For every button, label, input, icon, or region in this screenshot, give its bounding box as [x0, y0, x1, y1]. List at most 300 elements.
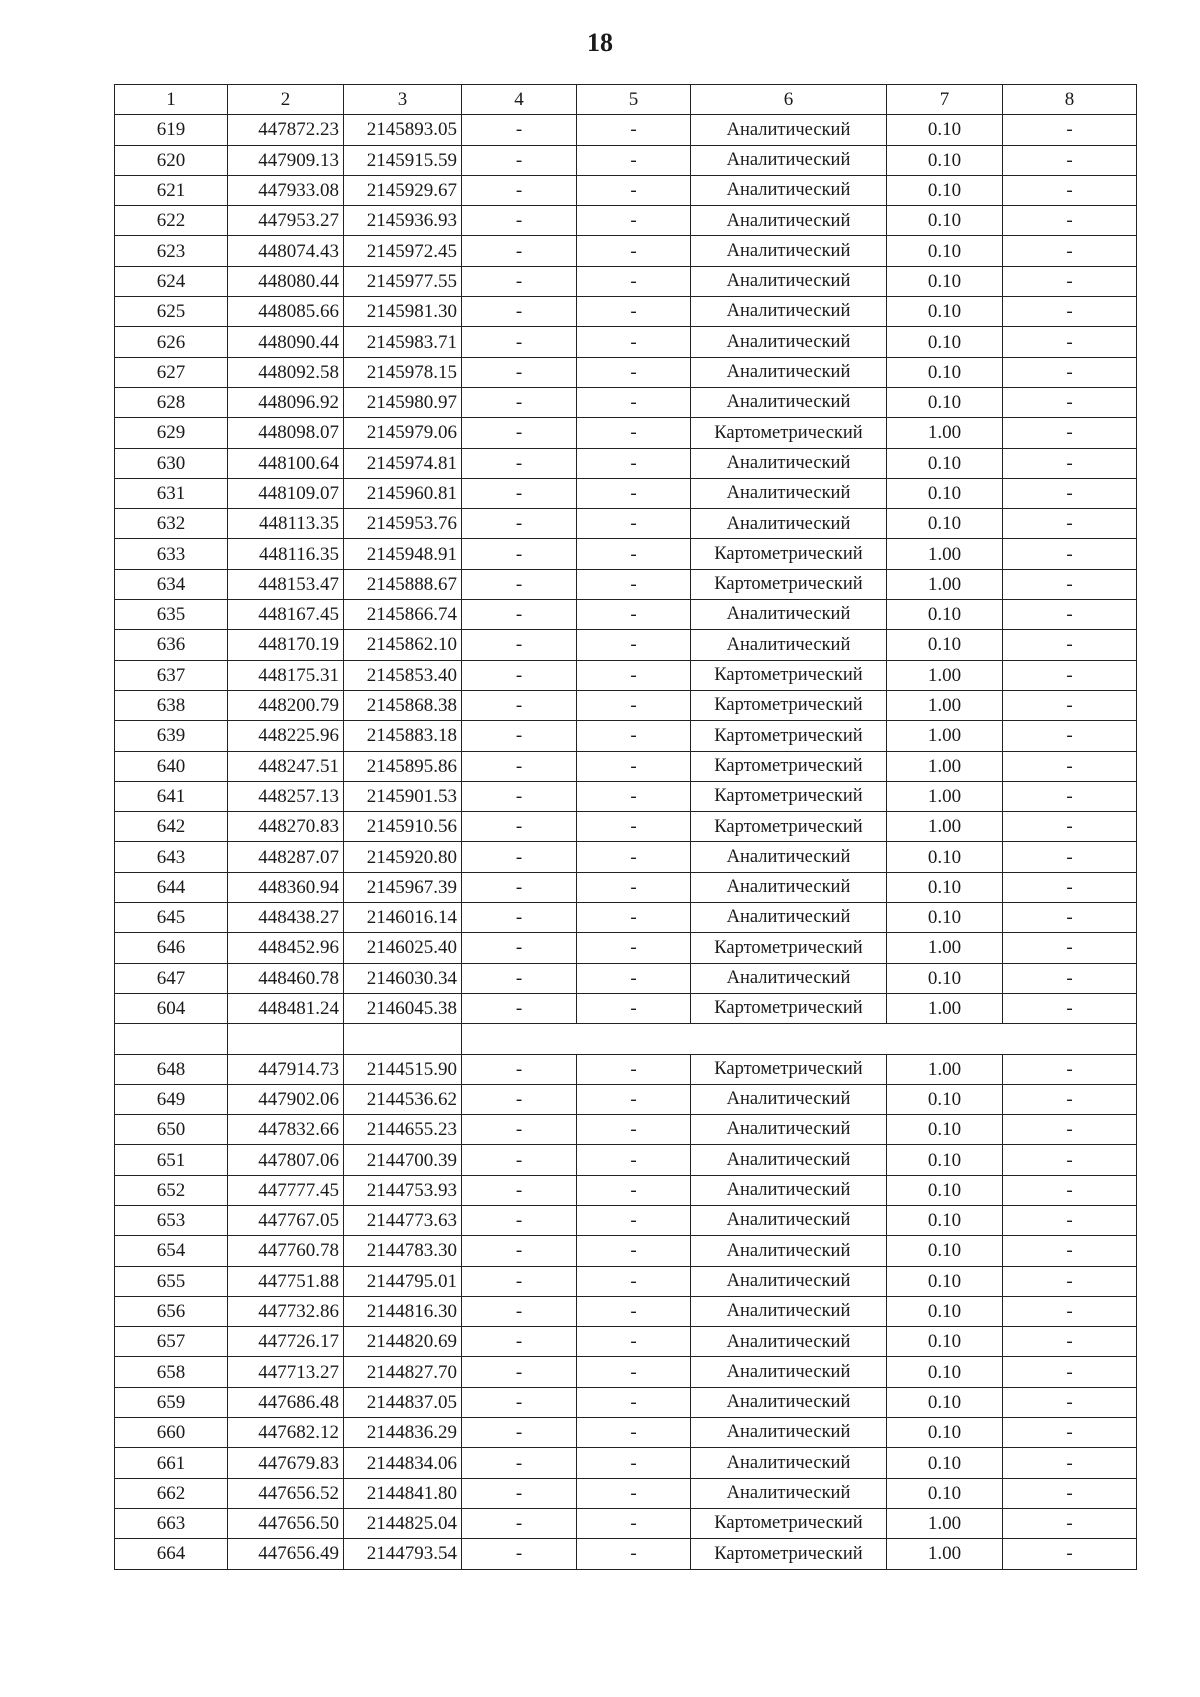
y-coordinate-cell: 2144834.06: [344, 1448, 462, 1478]
x-coordinate-cell: 448090.44: [228, 327, 344, 357]
col-8-cell: -: [1003, 266, 1137, 296]
x-coordinate-cell: 447872.23: [228, 115, 344, 145]
method-cell: Картометрический: [691, 539, 887, 569]
col-5-cell: -: [577, 175, 691, 205]
col-4-cell: [462, 1024, 577, 1054]
point-number-cell: 648: [115, 1054, 228, 1084]
point-number-cell: 642: [115, 812, 228, 842]
point-number-cell: 649: [115, 1084, 228, 1114]
col-4-cell: -: [462, 236, 577, 266]
y-coordinate-cell: 2146025.40: [344, 933, 462, 963]
accuracy-cell: 1.00: [887, 1508, 1003, 1538]
col-8-cell: -: [1003, 872, 1137, 902]
method-cell: Аналитический: [691, 1478, 887, 1508]
col-5-cell: -: [577, 1387, 691, 1417]
accuracy-cell: 0.10: [887, 175, 1003, 205]
col-8-cell: -: [1003, 630, 1137, 660]
table-row: [115, 539, 1137, 569]
col-5-cell: -: [577, 751, 691, 781]
col-4-cell: -: [462, 448, 577, 478]
col-5-cell: -: [577, 1084, 691, 1114]
method-cell: Картометрический: [691, 1054, 887, 1084]
method-cell: Аналитический: [691, 387, 887, 417]
method-cell: Картометрический: [691, 993, 887, 1023]
y-coordinate-cell: 2145883.18: [344, 721, 462, 751]
y-coordinate-cell: 2145853.40: [344, 660, 462, 690]
col-5-cell: -: [577, 1296, 691, 1326]
col-4-cell: -: [462, 751, 577, 781]
col-8-cell: -: [1003, 1115, 1137, 1145]
table-row: [115, 933, 1137, 963]
accuracy-cell: 0.10: [887, 1145, 1003, 1175]
y-coordinate-cell: 2145953.76: [344, 509, 462, 539]
y-coordinate-cell: 2144816.30: [344, 1296, 462, 1326]
accuracy-cell: 0.10: [887, 387, 1003, 417]
y-coordinate-cell: 2144836.29: [344, 1418, 462, 1448]
accuracy-cell: 1.00: [887, 690, 1003, 720]
accuracy-cell: 1.00: [887, 660, 1003, 690]
col-5-cell: -: [577, 903, 691, 933]
col-5-cell: -: [577, 1418, 691, 1448]
point-number-cell: 657: [115, 1327, 228, 1357]
accuracy-cell: 0.10: [887, 297, 1003, 327]
x-coordinate-cell: 447807.06: [228, 1145, 344, 1175]
x-coordinate-cell: 448460.78: [228, 963, 344, 993]
col-4-cell: -: [462, 993, 577, 1023]
method-cell: Аналитический: [691, 327, 887, 357]
y-coordinate-cell: 2145910.56: [344, 812, 462, 842]
accuracy-cell: 0.10: [887, 327, 1003, 357]
table-row: [115, 751, 1137, 781]
y-coordinate-cell: 2144820.69: [344, 1327, 462, 1357]
col-8-cell: -: [1003, 357, 1137, 387]
table-row: [115, 1508, 1137, 1538]
method-cell: Картометрический: [691, 418, 887, 448]
accuracy-cell: 0.10: [887, 266, 1003, 296]
point-number-cell: 625: [115, 297, 228, 327]
x-coordinate-cell: 448200.79: [228, 690, 344, 720]
col-8-cell: -: [1003, 1539, 1137, 1569]
col-4-cell: -: [462, 1145, 577, 1175]
column-header-2: 2: [228, 85, 344, 115]
x-coordinate-cell: 447751.88: [228, 1266, 344, 1296]
y-coordinate-cell: 2145895.86: [344, 751, 462, 781]
col-8-cell: -: [1003, 327, 1137, 357]
x-coordinate-cell: 447656.50: [228, 1508, 344, 1538]
y-coordinate-cell: 2145948.91: [344, 539, 462, 569]
col-5-cell: -: [577, 115, 691, 145]
col-4-cell: -: [462, 387, 577, 417]
table-row: [115, 236, 1137, 266]
method-cell: Аналитический: [691, 115, 887, 145]
col-8-cell: -: [1003, 509, 1137, 539]
col-4-cell: -: [462, 903, 577, 933]
col-5-cell: -: [577, 660, 691, 690]
y-coordinate-cell: 2144841.80: [344, 1478, 462, 1508]
x-coordinate-cell: 447726.17: [228, 1327, 344, 1357]
x-coordinate-cell: 448257.13: [228, 781, 344, 811]
col-5-cell: -: [577, 781, 691, 811]
col-8-cell: -: [1003, 1236, 1137, 1266]
point-number-cell: 621: [115, 175, 228, 205]
col-4-cell: -: [462, 1448, 577, 1478]
col-8-cell: -: [1003, 478, 1137, 508]
col-8-cell: -: [1003, 690, 1137, 720]
col-4-cell: -: [462, 933, 577, 963]
col-4-cell: -: [462, 1478, 577, 1508]
point-number-cell: 661: [115, 1448, 228, 1478]
y-coordinate-cell: 2145920.80: [344, 842, 462, 872]
table-row: [115, 1205, 1137, 1235]
col-4-cell: -: [462, 1054, 577, 1084]
method-cell: Аналитический: [691, 1205, 887, 1235]
col-8-cell: -: [1003, 206, 1137, 236]
col-8-cell: -: [1003, 933, 1137, 963]
y-coordinate-cell: 2146045.38: [344, 993, 462, 1023]
col-5-cell: -: [577, 1539, 691, 1569]
method-cell: Картометрический: [691, 690, 887, 720]
method-cell: Аналитический: [691, 1357, 887, 1387]
x-coordinate-cell: 448225.96: [228, 721, 344, 751]
method-cell: Аналитический: [691, 872, 887, 902]
accuracy-cell: 0.10: [887, 1327, 1003, 1357]
col-8-cell: -: [1003, 297, 1137, 327]
method-cell: Аналитический: [691, 903, 887, 933]
col-4-cell: -: [462, 1327, 577, 1357]
accuracy-cell: 0.10: [887, 1266, 1003, 1296]
y-coordinate-cell: 2146016.14: [344, 903, 462, 933]
col-5-cell: -: [577, 418, 691, 448]
x-coordinate-cell: 447832.66: [228, 1115, 344, 1145]
point-number-cell: 623: [115, 236, 228, 266]
accuracy-cell: 1.00: [887, 933, 1003, 963]
accuracy-cell: 0.10: [887, 1115, 1003, 1145]
x-coordinate-cell: 448438.27: [228, 903, 344, 933]
table-row: [115, 1236, 1137, 1266]
table-row: [115, 418, 1137, 448]
method-cell: Аналитический: [691, 236, 887, 266]
accuracy-cell: 0.10: [887, 1236, 1003, 1266]
accuracy-cell: 0.10: [887, 963, 1003, 993]
table-row: [115, 1418, 1137, 1448]
col-5-cell: -: [577, 327, 691, 357]
col-8-cell: [1003, 1024, 1137, 1054]
col-8-cell: -: [1003, 448, 1137, 478]
col-8-cell: -: [1003, 1054, 1137, 1084]
table-body: [115, 115, 1137, 1569]
accuracy-cell: 1.00: [887, 812, 1003, 842]
method-cell: Картометрический: [691, 721, 887, 751]
col-4-cell: -: [462, 1115, 577, 1145]
table-row: [115, 1327, 1137, 1357]
col-4-cell: -: [462, 1205, 577, 1235]
point-number-cell: 634: [115, 569, 228, 599]
y-coordinate-cell: 2145972.45: [344, 236, 462, 266]
point-number-cell: 647: [115, 963, 228, 993]
point-number-cell: 654: [115, 1236, 228, 1266]
column-header-7: 7: [887, 85, 1003, 115]
y-coordinate-cell: 2144773.63: [344, 1205, 462, 1235]
table-row: [115, 781, 1137, 811]
table-row: [115, 1266, 1137, 1296]
table-row: [115, 266, 1137, 296]
y-coordinate-cell: 2145960.81: [344, 478, 462, 508]
table-row: [115, 1054, 1137, 1084]
col-4-cell: -: [462, 1539, 577, 1569]
col-4-cell: -: [462, 812, 577, 842]
method-cell: Картометрический: [691, 1508, 887, 1538]
point-number-cell: 626: [115, 327, 228, 357]
col-8-cell: -: [1003, 1478, 1137, 1508]
x-coordinate-cell: 448170.19: [228, 630, 344, 660]
method-cell: Аналитический: [691, 266, 887, 296]
y-coordinate-cell: 2145929.67: [344, 175, 462, 205]
x-coordinate-cell: 448092.58: [228, 357, 344, 387]
table-row: [115, 721, 1137, 751]
method-cell: Аналитический: [691, 1266, 887, 1296]
col-4-cell: -: [462, 115, 577, 145]
accuracy-cell: 0.10: [887, 448, 1003, 478]
table-row: [115, 357, 1137, 387]
point-number-cell: 627: [115, 357, 228, 387]
x-coordinate-cell: 447760.78: [228, 1236, 344, 1266]
x-coordinate-cell: 447933.08: [228, 175, 344, 205]
col-5-cell: -: [577, 842, 691, 872]
col-4-cell: -: [462, 1387, 577, 1417]
accuracy-cell: 0.10: [887, 1357, 1003, 1387]
x-coordinate-cell: 448109.07: [228, 478, 344, 508]
table-row: [115, 569, 1137, 599]
x-coordinate-cell: 448167.45: [228, 600, 344, 630]
col-5-cell: -: [577, 1357, 691, 1387]
col-4-cell: -: [462, 872, 577, 902]
col-4-cell: -: [462, 721, 577, 751]
method-cell: Аналитический: [691, 175, 887, 205]
method-cell: [691, 1024, 887, 1054]
accuracy-cell: 1.00: [887, 1054, 1003, 1084]
table-row: [115, 1387, 1137, 1417]
point-number-cell: 628: [115, 387, 228, 417]
col-8-cell: -: [1003, 1266, 1137, 1296]
point-number-cell: 659: [115, 1387, 228, 1417]
point-number-cell: [115, 1024, 228, 1054]
y-coordinate-cell: 2145862.10: [344, 630, 462, 660]
col-4-cell: -: [462, 630, 577, 660]
method-cell: Аналитический: [691, 1236, 887, 1266]
y-coordinate-cell: 2144753.93: [344, 1175, 462, 1205]
y-coordinate-cell: 2145893.05: [344, 115, 462, 145]
method-cell: Картометрический: [691, 751, 887, 781]
separator-row: [115, 1024, 1137, 1054]
y-coordinate-cell: 2144515.90: [344, 1054, 462, 1084]
col-5-cell: -: [577, 1327, 691, 1357]
accuracy-cell: [887, 1024, 1003, 1054]
table-row: [115, 963, 1137, 993]
table-row: [115, 387, 1137, 417]
accuracy-cell: 0.10: [887, 1448, 1003, 1478]
point-number-cell: 658: [115, 1357, 228, 1387]
col-8-cell: -: [1003, 1175, 1137, 1205]
x-coordinate-cell: 447713.27: [228, 1357, 344, 1387]
x-coordinate-cell: 448270.83: [228, 812, 344, 842]
y-coordinate-cell: 2145936.93: [344, 206, 462, 236]
x-coordinate-cell: 447909.13: [228, 145, 344, 175]
method-cell: Аналитический: [691, 1084, 887, 1114]
col-8-cell: -: [1003, 1327, 1137, 1357]
col-4-cell: -: [462, 145, 577, 175]
col-4-cell: -: [462, 266, 577, 296]
col-8-cell: -: [1003, 1084, 1137, 1114]
col-5-cell: -: [577, 872, 691, 902]
col-8-cell: -: [1003, 812, 1137, 842]
col-5-cell: -: [577, 1054, 691, 1084]
col-8-cell: -: [1003, 721, 1137, 751]
col-4-cell: -: [462, 569, 577, 599]
col-8-cell: -: [1003, 600, 1137, 630]
method-cell: Картометрический: [691, 660, 887, 690]
col-8-cell: -: [1003, 175, 1137, 205]
col-4-cell: -: [462, 600, 577, 630]
accuracy-cell: 1.00: [887, 993, 1003, 1023]
method-cell: Картометрический: [691, 781, 887, 811]
table-row: [115, 1175, 1137, 1205]
column-header-6: 6: [691, 85, 887, 115]
col-5-cell: -: [577, 1115, 691, 1145]
point-number-cell: 638: [115, 690, 228, 720]
accuracy-cell: 0.10: [887, 872, 1003, 902]
col-5-cell: -: [577, 297, 691, 327]
y-coordinate-cell: 2145866.74: [344, 600, 462, 630]
accuracy-cell: 0.10: [887, 1175, 1003, 1205]
col-5-cell: -: [577, 933, 691, 963]
point-number-cell: 631: [115, 478, 228, 508]
point-number-cell: 622: [115, 206, 228, 236]
x-coordinate-cell: 447682.12: [228, 1418, 344, 1448]
method-cell: Картометрический: [691, 569, 887, 599]
col-4-cell: -: [462, 297, 577, 327]
x-coordinate-cell: 447902.06: [228, 1084, 344, 1114]
col-4-cell: -: [462, 1236, 577, 1266]
x-coordinate-cell: 448096.92: [228, 387, 344, 417]
y-coordinate-cell: 2145915.59: [344, 145, 462, 175]
point-number-cell: 643: [115, 842, 228, 872]
point-number-cell: 645: [115, 903, 228, 933]
y-coordinate-cell: 2145983.71: [344, 327, 462, 357]
method-cell: Аналитический: [691, 297, 887, 327]
method-cell: Картометрический: [691, 933, 887, 963]
point-number-cell: 629: [115, 418, 228, 448]
accuracy-cell: 1.00: [887, 418, 1003, 448]
column-header-3: 3: [344, 85, 462, 115]
col-5-cell: -: [577, 1175, 691, 1205]
y-coordinate-cell: 2145868.38: [344, 690, 462, 720]
accuracy-cell: 0.10: [887, 145, 1003, 175]
x-coordinate-cell: 448098.07: [228, 418, 344, 448]
y-coordinate-cell: 2145974.81: [344, 448, 462, 478]
table-header: [115, 85, 1137, 115]
accuracy-cell: 0.10: [887, 630, 1003, 660]
x-coordinate-cell: 447953.27: [228, 206, 344, 236]
col-5-cell: -: [577, 1236, 691, 1266]
method-cell: Аналитический: [691, 206, 887, 236]
column-header-8: 8: [1003, 85, 1137, 115]
table-row: [115, 630, 1137, 660]
y-coordinate-cell: 2145888.67: [344, 569, 462, 599]
accuracy-cell: 0.10: [887, 1296, 1003, 1326]
col-5-cell: -: [577, 1266, 691, 1296]
col-5-cell: -: [577, 1145, 691, 1175]
y-coordinate-cell: 2144793.54: [344, 1539, 462, 1569]
col-8-cell: -: [1003, 387, 1137, 417]
table-row: [115, 509, 1137, 539]
y-coordinate-cell: 2144655.23: [344, 1115, 462, 1145]
method-cell: Аналитический: [691, 509, 887, 539]
x-coordinate-cell: 448100.64: [228, 448, 344, 478]
y-coordinate-cell: 2145979.06: [344, 418, 462, 448]
x-coordinate-cell: 447679.83: [228, 1448, 344, 1478]
table-row: [115, 1115, 1137, 1145]
col-8-cell: -: [1003, 1296, 1137, 1326]
point-number-cell: 632: [115, 509, 228, 539]
table-row: [115, 1357, 1137, 1387]
method-cell: Аналитический: [691, 478, 887, 508]
col-4-cell: -: [462, 1418, 577, 1448]
table-row: [115, 1084, 1137, 1114]
x-coordinate-cell: 448074.43: [228, 236, 344, 266]
col-5-cell: -: [577, 145, 691, 175]
col-5-cell: -: [577, 357, 691, 387]
accuracy-cell: 0.10: [887, 236, 1003, 266]
point-number-cell: 644: [115, 872, 228, 902]
col-8-cell: -: [1003, 1145, 1137, 1175]
col-5-cell: -: [577, 993, 691, 1023]
method-cell: Аналитический: [691, 357, 887, 387]
point-number-cell: 635: [115, 600, 228, 630]
method-cell: Аналитический: [691, 1327, 887, 1357]
col-4-cell: -: [462, 357, 577, 387]
table-row: [115, 448, 1137, 478]
x-coordinate-cell: [228, 1024, 344, 1054]
column-header-5: 5: [577, 85, 691, 115]
point-number-cell: 633: [115, 539, 228, 569]
method-cell: Аналитический: [691, 1145, 887, 1175]
col-5-cell: -: [577, 539, 691, 569]
point-number-cell: 637: [115, 660, 228, 690]
col-5-cell: -: [577, 600, 691, 630]
col-5-cell: -: [577, 448, 691, 478]
x-coordinate-cell: 448360.94: [228, 872, 344, 902]
col-8-cell: -: [1003, 236, 1137, 266]
table-row: [115, 1539, 1137, 1569]
y-coordinate-cell: 2144825.04: [344, 1508, 462, 1538]
accuracy-cell: 0.10: [887, 357, 1003, 387]
y-coordinate-cell: 2145967.39: [344, 872, 462, 902]
table-row: [115, 1448, 1137, 1478]
table-row: [115, 993, 1137, 1023]
point-number-cell: 640: [115, 751, 228, 781]
table-row: [115, 175, 1137, 205]
accuracy-cell: 1.00: [887, 1539, 1003, 1569]
accuracy-cell: 1.00: [887, 721, 1003, 751]
header-row: [115, 85, 1137, 115]
accuracy-cell: 0.10: [887, 1205, 1003, 1235]
col-8-cell: -: [1003, 660, 1137, 690]
method-cell: Аналитический: [691, 1296, 887, 1326]
col-4-cell: -: [462, 175, 577, 205]
col-4-cell: -: [462, 1175, 577, 1205]
point-number-cell: 660: [115, 1418, 228, 1448]
point-number-cell: 655: [115, 1266, 228, 1296]
